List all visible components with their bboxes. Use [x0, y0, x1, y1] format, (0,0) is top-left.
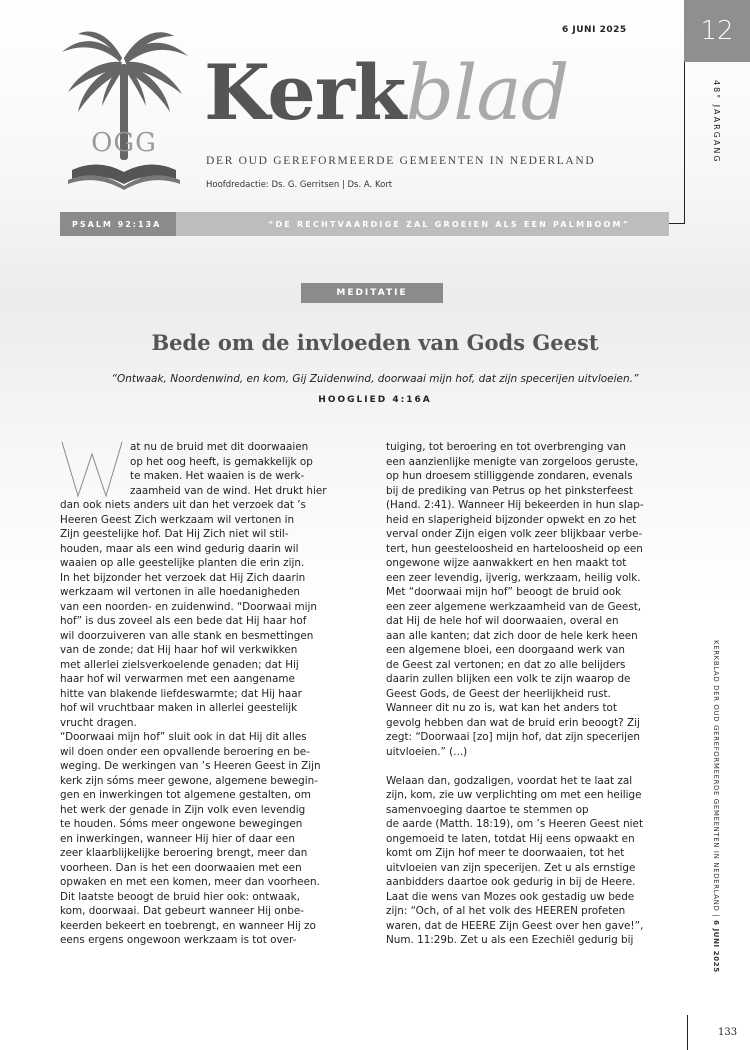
text-line: ongemoeid te laten, totdat Hij eens opwaakt en	[386, 832, 635, 845]
article-column-right	[386, 440, 688, 948]
text-line: houden, maar als een wind gedurig daarin wil	[60, 542, 299, 555]
text-line: hof” is dus zoveel als een bede dat Hij haar hof	[60, 615, 307, 627]
running-separator: |	[712, 911, 720, 921]
text-line: tert, hun geesteloosheid en harteloosheid op een	[386, 542, 643, 555]
running-title: KERKBLAD DER OUD GEREFORMEERDE GEMEENTEN IN NEDERLAND	[712, 640, 720, 912]
text-line: gen en inwerkingen tot algemene gestalten, om	[60, 789, 311, 801]
text-line: een algemene bloei, een doorgaand werk van	[386, 644, 625, 656]
text-line: van de zonde; dat Hij haar hof wil verkwikken	[60, 644, 298, 656]
text-line: een aanzienlijke menigte van zorgeloos geruste,	[386, 455, 639, 468]
text-line: wil doen onder een opvallende beroering en be-	[60, 745, 310, 758]
text-line: gevolg hebben dan wat de bruid erin beoogt? Zij	[386, 716, 640, 729]
issue-number: 12	[684, 0, 750, 62]
text-line: daarin zullen blijken een volk te zijn waarop de	[386, 673, 631, 685]
text-line: ongewone wijze aanwakkert en hen maakt tot	[386, 557, 627, 569]
text-line: de aarde (Matth. 18:19), om ’s Heeren Geest niet	[386, 818, 644, 830]
text-line: Welaan dan, godzaligen, voordat het te laat zal	[386, 774, 633, 787]
text-line: werkzaam wil vertonen in alle hoedanigheden	[60, 586, 301, 598]
text-line: een zeer algemene werkzaamheid van de Geest,	[386, 600, 642, 613]
text-line: haar hof wil verwarmen met een aangename	[60, 673, 295, 685]
paragraph-gap	[386, 759, 688, 774]
article-column-left	[60, 440, 362, 948]
masthead-subtitle: DER OUD GEREFORMEERDE GEMEENTEN IN NEDERLAND	[206, 155, 596, 167]
epigraph-reference: HOOGLIED 4:16A	[318, 395, 432, 405]
footer-divider	[687, 1015, 688, 1050]
running-sidebar	[712, 640, 720, 973]
text-line: keerden bekeert en toebrengt, en wanneer Hij zo	[60, 919, 316, 932]
text-line: uitvloeien.” (...)	[386, 745, 468, 758]
text-line: Dit laatste beoogt de bruid hier ook: ontwaak,	[60, 890, 300, 903]
text-line: zijn: “Och, of al het volk des HEEREN profeten	[386, 905, 626, 917]
text-line: het werk der genade in Zijn volk even levendig	[60, 803, 306, 816]
text-line: verval onder Zijn eigen volk zeer blijkbaar verbe-	[386, 528, 643, 540]
text-line: “Doorwaai mijn hof” sluit ook in dat Hij dit alles	[60, 731, 307, 743]
text-line: bij de prediking van Petrus op het pinksterfeest	[386, 484, 633, 497]
text-line: wil doorzuiveren van alle stank en besmettingen	[60, 629, 314, 642]
verse-banner	[60, 212, 669, 236]
text-line: voorheen. Dan is het een doorwaaien met een	[60, 861, 302, 874]
text-line: Zijn geestelijke hof. Dat Hij Zich niet wil stil-	[60, 528, 289, 540]
verse-banner-reference: PSALM 92:13A	[60, 212, 176, 236]
text-line: waaien op alle geestelijke planten die erin zijn.	[60, 557, 305, 569]
text-line: In het bijzonder het verzoek dat Hij Zich daarin	[60, 571, 306, 584]
issue-divider-vertical	[684, 62, 685, 223]
text-line: dat Hij de hele hof wil doorwaaien, overal en	[386, 615, 619, 627]
text-line: hof wil vruchtbaar maken in allerlei geestelijk	[60, 702, 298, 714]
text-line: zeer klaarblijkelijke beroering brengt, meer dan	[60, 847, 308, 859]
text-line: komt om Zijn hof meer te doorwaaien, tot het	[386, 847, 625, 859]
text-line: een zeer levendig, ijverig, werkzaam, heilig volk.	[386, 571, 641, 584]
text-line: dan ook niets anders uit dan het verzoek dat ’s	[60, 499, 306, 511]
verse-banner-text: “DE RECHTVAARDIGE ZAL GROEIEN ALS EEN PALMBOOM”	[176, 212, 669, 236]
ogg-logo	[60, 30, 190, 195]
epigraph: “Ontwaak, Noordenwind, en kom, Gij Zuidenwind, doorwaai mijn hof, dat zijn specerijen uitvloeien.”	[111, 373, 639, 385]
text-line: vrucht dragen.	[60, 716, 137, 729]
text-line: Num. 11:29b. Zet u als een Ezechiël gedurig bij	[386, 934, 634, 946]
text-line: at nu de bruid met dit doorwaaien	[130, 441, 309, 453]
text-line: met allerlei zielsverkoelende genaden; dat Hij	[60, 658, 299, 671]
volume-label: 48° JAARGANG	[712, 80, 721, 164]
text-line: (Hand. 2:41). Wanneer Hij bekeerden in hun slap-	[386, 499, 644, 511]
text-line: op hun droesem stilliggende zondaren, evenals	[386, 470, 633, 482]
text-line: zaamheid van de wind. Het drukt hier	[130, 484, 327, 497]
text-line: zijn, kom, zie uw verplichting om met een heilige	[386, 789, 642, 801]
section-label: MEDITATIE	[301, 283, 443, 303]
logo-lettering: OGG	[91, 128, 157, 158]
text-line: aan alle kanten; dat zich door de hele kerk heen	[386, 629, 638, 642]
text-line: weging. De werkingen van ’s Heeren Geest in Zijn	[60, 760, 321, 772]
text-line: Met “doorwaai mijn hof” beoogt de bruid ook	[386, 586, 622, 598]
text-line: uitvloeien van zijn specerijen. Zet u als ernstige	[386, 861, 636, 874]
text-line: kom, doorwaai. Dat gebeurt wanneer Hij onbe-	[60, 905, 304, 917]
text-line: van een noorden- en zuidenwind. “Doorwaai mijn	[60, 600, 318, 613]
article-title: Bede om de invloeden van Gods Geest	[151, 330, 599, 355]
text-line: tuiging, tot beroering en tot overbrenging van	[386, 441, 626, 453]
text-line: te maken. Het waaien is de werk-	[130, 470, 305, 482]
editors-line: Hoofdredactie: Ds. G. Gerritsen | Ds. A. Kort	[206, 180, 393, 190]
text-line: Wanneer dit nu zo is, wat kan het anders tot	[386, 702, 617, 714]
text-line: hitte van blakende liefdeswarmte; dat Hij haar	[60, 687, 302, 700]
text-line: te houden. Sóms meer ongewone bewegingen	[60, 818, 303, 830]
text-line: opwaken en met een komen, meer dan voorheen.	[60, 876, 320, 888]
issue-date: 6 JUNI 2025	[562, 25, 627, 35]
masthead	[204, 48, 568, 148]
masthead-blad: blad	[405, 48, 569, 137]
masthead-kerk: Kerk	[204, 48, 406, 137]
text-line: zegt: “Doorwaai [zo] mijn hof, dat zijn specerijen	[386, 731, 640, 743]
text-line: heid en slaperigheid bijzonder opwekt en zo het	[386, 513, 637, 526]
text-line: eens ergens ongewoon werkzaam is tot over-	[60, 934, 297, 946]
text-line: de Geest zal vertonen; en dat zo alle belijders	[386, 658, 626, 671]
palm-tree-icon	[60, 30, 190, 195]
text-line: op het oog heeft, is gemakkelijk op	[130, 455, 313, 468]
text-line: waren, dat de HEERE Zijn Geest over hen gave!”,	[386, 919, 644, 932]
text-line: aanbidders daartoe ook gedurig in bij de Heere.	[386, 876, 636, 888]
text-line: Heeren Geest Zich werkzaam wil vertonen in	[60, 513, 295, 526]
running-date: 6 JUNI 2025	[712, 920, 720, 973]
text-line: en inwerkingen, wanneer Hij hier of daar een	[60, 832, 295, 845]
text-line: samenvoeging daartoe te stemmen op	[386, 803, 589, 816]
text-line: Geest Gods, de Geest der heerlijkheid rust.	[386, 687, 611, 700]
page-number: 133	[718, 1027, 738, 1038]
text-line: Laat die wens van Mozes ook gestadig uw bede	[386, 890, 635, 903]
text-line: kerk zijn sóms meer gewone, algemene bewegin-	[60, 774, 318, 787]
